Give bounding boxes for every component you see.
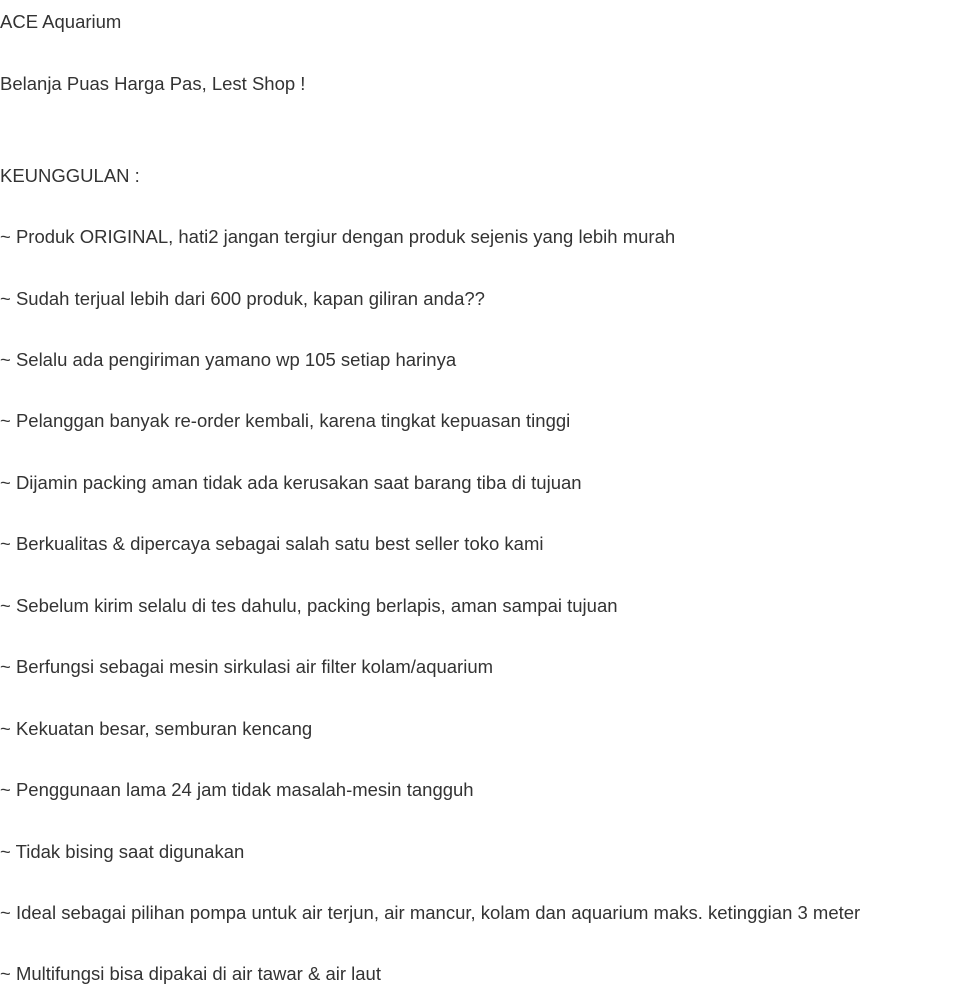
list-item: ~ Ideal sebagai pilihan pompa untuk air terjun, air mancur, kolam dan aquarium maks. ketinggian 3 meter	[0, 902, 861, 923]
list-item: ~ Multifungsi bisa dipakai di air tawar & air laut	[0, 963, 381, 984]
shop-tagline: Belanja Puas Harga Pas, Lest Shop !	[0, 73, 306, 94]
list-item: ~ Sudah terjual lebih dari 600 produk, kapan giliran anda??	[0, 288, 485, 309]
list-item: ~ Sebelum kirim selalu di tes dahulu, packing berlapis, aman sampai tujuan	[0, 595, 618, 616]
list-item: ~ Selalu ada pengiriman yamano wp 105 setiap harinya	[0, 349, 457, 370]
shop-name: ACE Aquarium	[0, 11, 122, 32]
list-item: ~ Dijamin packing aman tidak ada kerusakan saat barang tiba di tujuan	[0, 472, 582, 493]
list-item: ~ Berkualitas & dipercaya sebagai salah satu best seller toko kami	[0, 533, 544, 554]
advantages-heading: KEUNGGULAN :	[0, 165, 140, 186]
list-item: ~ Berfungsi sebagai mesin sirkulasi air filter kolam/aquarium	[0, 656, 494, 677]
list-item: ~ Produk ORIGINAL, hati2 jangan tergiur dengan produk sejenis yang lebih murah	[0, 226, 676, 247]
list-item: ~ Kekuatan besar, semburan kencang	[0, 718, 313, 739]
list-item: ~ Tidak bising saat digunakan	[0, 841, 245, 862]
list-item: ~ Pelanggan banyak re-order kembali, karena tingkat kepuasan tinggi	[0, 410, 571, 431]
list-item: ~ Penggunaan lama 24 jam tidak masalah-mesin tangguh	[0, 779, 474, 800]
